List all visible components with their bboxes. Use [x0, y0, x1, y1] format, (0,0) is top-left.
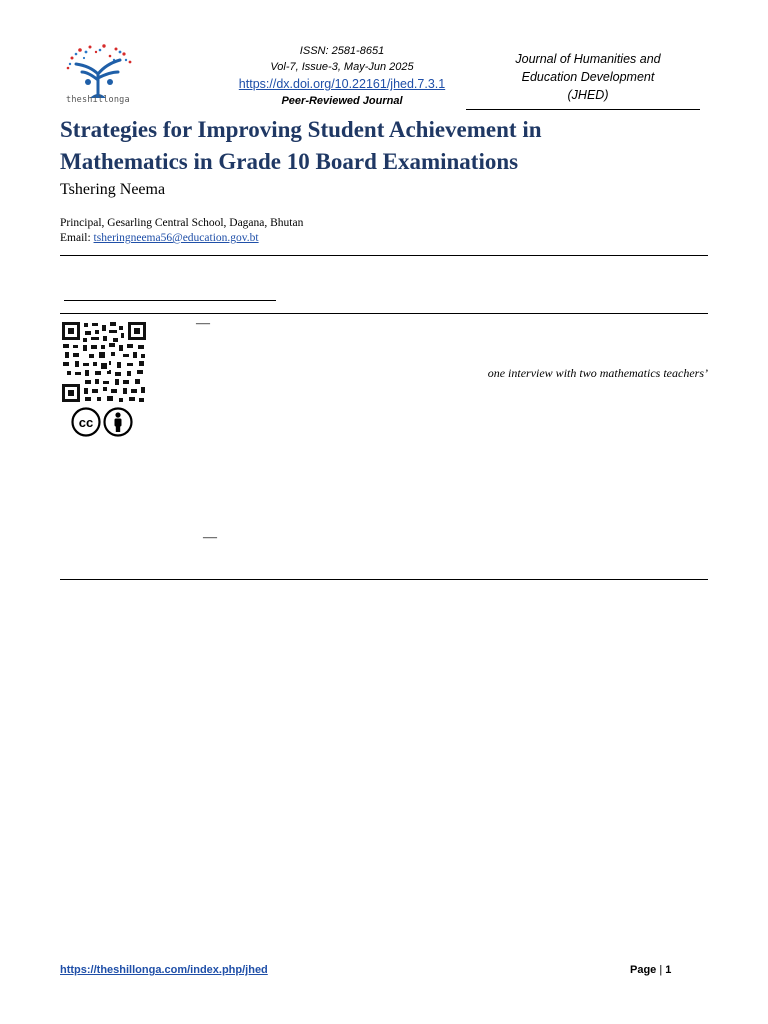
section-rule — [60, 579, 708, 580]
publisher-logo-text: theshillonga — [66, 95, 130, 105]
abstract-italic-note: one interview with two mathematics teachers’ — [487, 366, 708, 380]
section-rule — [60, 313, 708, 314]
article-title — [60, 114, 720, 178]
email-label: Email: — [60, 232, 94, 244]
license-badges — [70, 407, 136, 437]
journal-name-line: Education Development — [521, 70, 655, 84]
page-separator: | — [659, 964, 663, 976]
journal-name-line: Journal of Humanities and — [515, 52, 661, 66]
doi-link[interactable]: https://dx.doi.org/10.22161/jhed.7.3.1 — [238, 77, 446, 91]
tree-logo-icon — [60, 42, 140, 102]
title-line: Mathematics in Grade 10 Board Examinations — [60, 149, 519, 174]
volume-issue: Vol-7, Issue-3, May-Jun 2025 — [270, 61, 414, 73]
author-name: Tshering Neema — [60, 181, 166, 198]
keywords-dash: — — [203, 530, 217, 545]
creative-commons-icon — [73, 409, 100, 436]
qr-code-icon — [61, 321, 147, 403]
cc-text: cc — [78, 415, 94, 430]
page-label: Page — [630, 964, 657, 976]
short-rule — [64, 300, 276, 301]
journal-url-link[interactable]: https://theshillonga.com/index.php/jhed — [60, 964, 268, 976]
journal-name — [500, 50, 676, 104]
email-row — [60, 232, 259, 244]
page-number-value: 1 — [665, 964, 672, 976]
page-number — [630, 964, 671, 976]
affiliation: Principal, Gesarling Central School, Dagana, Bhutan — [60, 217, 304, 229]
section-rule — [60, 255, 708, 256]
header-rule — [466, 109, 700, 110]
title-line: Strategies for Improving Student Achievement in — [60, 117, 542, 142]
peer-reviewed-label: Peer-Reviewed Journal — [281, 95, 403, 107]
email-link[interactable]: tsheringneema56@education.gov.bt — [93, 232, 259, 244]
attribution-icon — [105, 409, 132, 436]
issn: ISSN: 2581-8651 — [299, 45, 385, 57]
journal-abbrev: (JHED) — [567, 88, 609, 102]
abstract-dash: — — [196, 316, 210, 331]
